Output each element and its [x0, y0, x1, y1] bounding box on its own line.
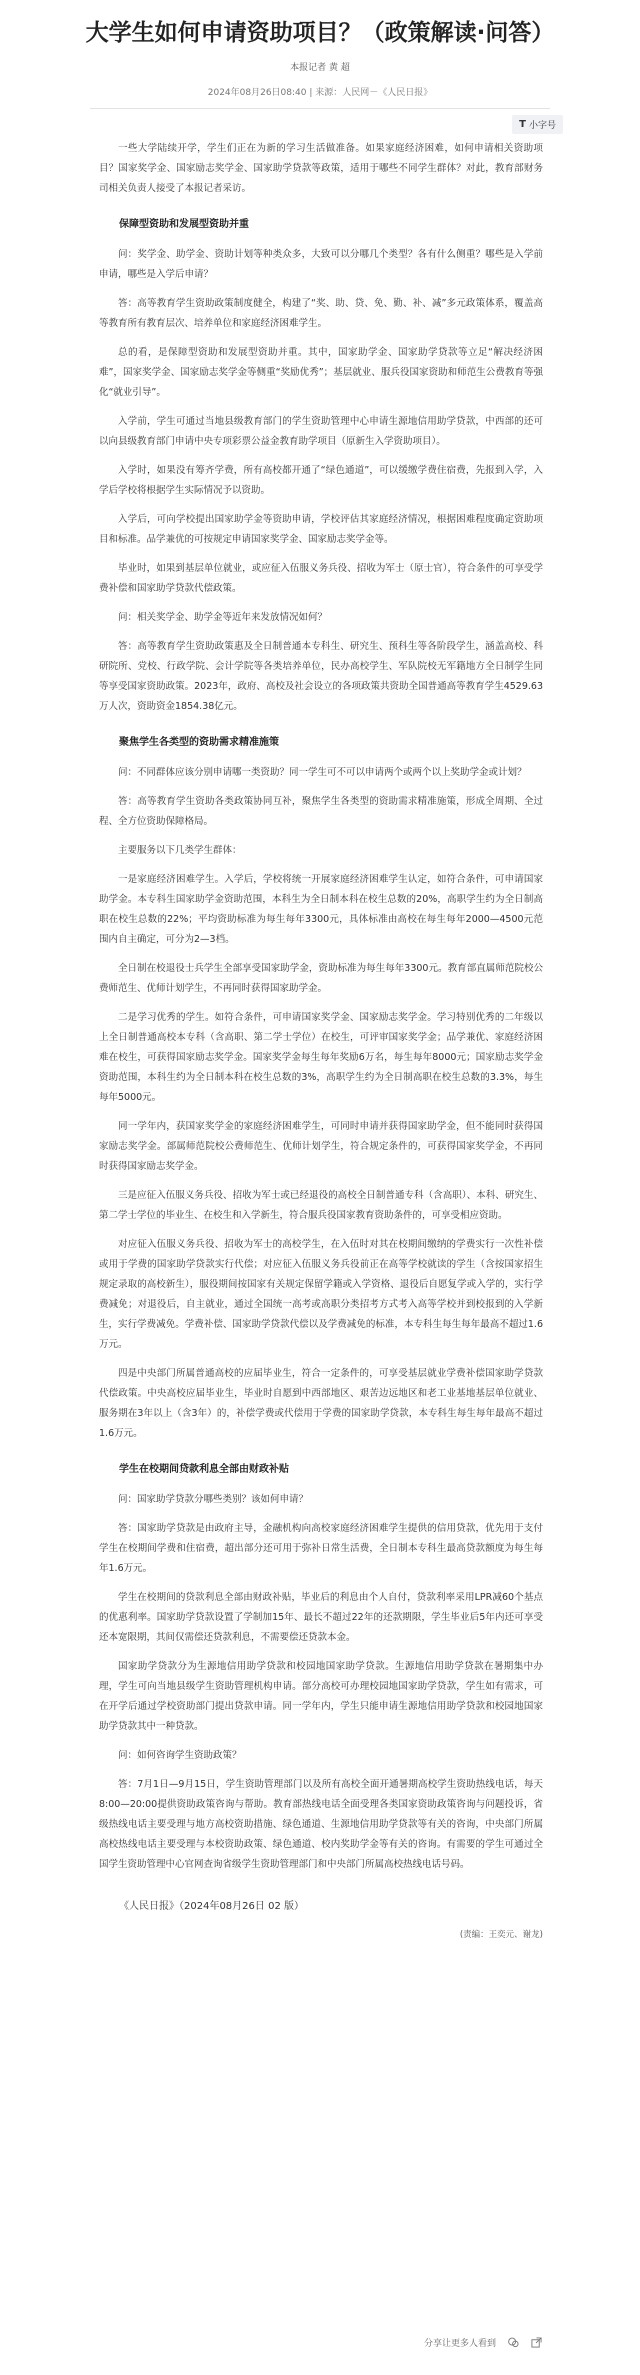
editor-credit: (责编：王奕元、谢龙) — [459, 1930, 543, 1940]
text-size-icon: T — [519, 119, 526, 130]
paragraph: 答：高等教育学生资助政策惠及全日制普通本专科生、研究生、预科生等各阶段学生，涵盖高校、科研院所、党校、行政学院、会计学院等各类培养单位，民办高校学生、军队院校无军籍地方全日制学生同等享受国家资助政策。2023年，政府、高校及社会设立的各项政策共资助全国普通高等教育学生4529.63万人次，资助资金1854.38亿元。 — [99, 641, 543, 712]
paragraph: 三是应征入伍服义务兵役、招收为军士或已经退役的高校全日制普通专科（含高职）、本科、研究生、第二学士学位的毕业生、在校生和入学新生，符合服兵役国家教育资助条件的，可享受相应资助。 — [99, 1190, 543, 1221]
paragraph: 对应征入伍服义务兵役、招收为军士的高校学生，在入伍时对其在校期间缴纳的学费实行一次性补偿或用于学费的国家助学贷款实行代偿；对应征入伍服义务兵役前正在高等学校就读的学生（含按国家招生规定录取的高校新生），服役期间按国家有关规定保留学籍或入学资格、退役后自愿复学或入学的，实行学费减免；对退役后，自主就业，通过全国统一高考或高职分类招考方式考入高等学校并到校报到的入学新生，实行学费减免。学费补偿、国家助学贷款代偿以及学费减免的标准，本专科生每生每年最高不超过1.6万元。 — [99, 1239, 543, 1350]
paragraph: 毕业时，如果到基层单位就业，或应征入伍服义务兵役、招收为军士（原士官），符合条件的可享受学费补偿和国家助学贷款代偿政策。 — [99, 563, 543, 594]
paragraph: 问：如何咨询学生资助政策？ — [118, 1750, 242, 1761]
paragraph: 同一学年内，获国家奖学金的家庭经济困难学生，可同时申请并获得国家助学金，但不能同时获得国家励志奖学金。部属师范院校公费师范生、优师计划学生，符合规定条件的，可获得国家奖学金，不再同时获得国家励志奖学金。 — [99, 1121, 543, 1172]
share-bar — [424, 2336, 542, 2349]
paragraph: 一是家庭经济困难学生。入学后，学校将统一开展家庭经济困难学生认定，如符合条件，可申请国家助学金。本专科生国家助学金资助范围，本科生为全日制本科在校生总数的20%，高职学生约为全日制高职在校生总数的22%；平均资助标准为每生每年3300元，具体标准由高校在每生每年2000—4500元范围内自主确定，可分为2—3档。 — [99, 874, 543, 945]
paragraph: 入学后，可向学校提出国家助学金等资助申请，学校评估其家庭经济情况，根据困难程度确定资助项目和标准。品学兼优的可按规定申请国家奖学金、国家励志奖学金等。 — [99, 514, 543, 545]
paragraph: 答：7月1日—9月15日，学生资助管理部门以及所有高校全面开通暑期高校学生资助热线电话，每天8:00—20:00提供资助政策咨询与帮助。教育部热线电话全面受理各类国家资助政策咨询与问题投诉，省级热线电话主要受理与地方高校资助措施、绿色通道、生源地信用助学贷款等有关的咨询，中央部门所属高校热线电话主要受理与本校资助政策、绿色通道、校内奖助学金等有关的咨询。有需要的学生可通过全国学生资助管理中心官网查询省级学生资助管理部门和中央部门所属高校热线电话号码。 — [99, 1779, 543, 1870]
paragraph: 问：国家助学贷款分哪些类别？该如何申请？ — [118, 1494, 309, 1505]
paragraph: 入学前，学生可通过当地县级教育部门的学生资助管理中心申请生源地信用助学贷款，中西部的还可以向县级教育部门申请中央专项彩票公益金教育助学项目（原新生入学资助项目）。 — [99, 416, 543, 447]
paragraph: 主要服务以下几类学生群体： — [118, 845, 242, 856]
paragraph: 全日制在校退役士兵学生全部享受国家助学金，资助标准为每生每年3300元。教育部直属师范院校公费师范生、优师计划学生，不再同时获得国家助学金。 — [99, 963, 543, 994]
paragraph: 国家助学贷款分为生源地信用助学贷款和校园地国家助学贷款。生源地信用助学贷款在暑期集中办理，学生可向当地县级学生资助管理机构申请。部分高校可办理校园地国家助学贷款，学生如有需求，可在开学后通过学校资助部门提出贷款申请。同一学年内，学生只能申请生源地信用助学贷款和校园地国家助学贷款其中一种贷款。 — [99, 1661, 543, 1732]
paragraph: 入学时，如果没有筹齐学费，所有高校都开通了“绿色通道”，可以缓缴学费住宿费，先报到入学，入学后学校将根据学生实际情况予以资助。 — [99, 465, 543, 496]
article-meta: 2024年08月26日08:40 | 来源：人民网－《人民日报》 — [207, 88, 433, 98]
section-heading: 保障型资助和发展型资助并重 — [119, 219, 249, 230]
article-body — [0, 139, 640, 1875]
paragraph: 四是中央部门所属普通高校的应届毕业生，符合一定条件的，可享受基层就业学费补偿国家助学贷款代偿政策。中央高校应届毕业生，毕业时自愿到中西部地区、艰苦边远地区和老工业基地基层单位就业、服务期在3年以上（含3年）的，补偿学费或代偿用于学费的国家助学贷款，本专科生每生每年最高不超过1.6万元。 — [99, 1368, 543, 1439]
source-note: 《人民日报》（2024年08月26日 02 版） — [119, 1901, 304, 1912]
wechat-icon[interactable] — [508, 2337, 519, 2348]
paragraph: 一些大学陆续开学，学生们正在为新的学习生活做准备。如果家庭经济困难，如何申请相关资助项目？国家奖学金、国家励志奖学金、国家助学贷款等政策，适用于哪些不同学生群体？对此，教育部财务司相关负责人接受了本报记者采访。 — [99, 143, 543, 194]
paragraph: 总的看，是保障型资助和发展型资助并重。其中，国家助学金、国家助学贷款等立足“解决经济困难”，国家奖学金、国家励志奖学金等侧重“奖励优秀”；基层就业、服兵役国家资助和师范生公费教育等强化“就业引导”。 — [99, 347, 543, 398]
share-label: 分享让更多人看到 — [423, 2339, 496, 2349]
font-size-button[interactable] — [512, 115, 563, 134]
article-title: 大学生如何申请资助项目？（政策解读·问答） — [85, 20, 555, 46]
section-heading: 聚焦学生各类型的资助需求精准施策 — [119, 737, 279, 748]
toolbar — [0, 109, 640, 139]
paragraph: 二是学习优秀的学生。如符合条件，可申请国家奖学金、国家励志奖学金。学习特别优秀的二年级以上全日制普通高校本专科（含高职、第二学士学位）在校生，可评审国家奖学金；品学兼优、家庭经济困难在校生，可获得国家励志奖学金。国家奖学金每生每年奖励6万名，每生每年8000元；国家励志奖学金资助范围，本科生约为全日制本科在校生总数的3%，高职学生约为全日制高职在校生总数的3.3%，每生每年5000元。 — [99, 1012, 543, 1103]
article-byline: 本报记者 黄 超 — [290, 63, 350, 73]
paragraph: 问：不同群体应该分别申请哪一类资助？同一学生可不可以申请两个或两个以上奖助学金或计划？ — [118, 767, 527, 778]
paragraph: 学生在校期间的贷款利息全部由财政补贴，毕业后的利息由个人自付，贷款利率采用LPR减60个基点的优惠利率。国家助学贷款设置了学制加15年、最长不超过22年的还款期限，学生毕业后5年内还可享受还本宽限期，其间仅需偿还贷款利息，不需要偿还贷款本金。 — [99, 1592, 543, 1643]
share-icon[interactable] — [531, 2337, 542, 2348]
font-size-label: 小字号 — [528, 121, 556, 131]
paragraph: 答：高等教育学生资助各类政策协同互补，聚焦学生各类型的资助需求精准施策，形成全周期、全过程、全方位资助保障格局。 — [99, 796, 543, 827]
paragraph: 问：相关奖学金、助学金等近年来发放情况如何？ — [118, 612, 328, 623]
paragraph: 答：高等教育学生资助政策制度健全，构建了“奖、助、贷、免、勤、补、减”多元政策体系，覆盖高等教育所有教育层次、培养单位和家庭经济困难学生。 — [99, 298, 543, 329]
paragraph: 问：奖学金、助学金、资助计划等种类众多，大致可以分哪几个类型？各有什么侧重？哪些是入学前申请，哪些是入学后申请？ — [99, 249, 543, 280]
section-heading: 学生在校期间贷款利息全部由财政补贴 — [119, 1464, 289, 1475]
paragraph: 答：国家助学贷款是由政府主导，金融机构向高校家庭经济困难学生提供的信用贷款，优先用于支付学生在校期间学费和住宿费，超出部分还可用于弥补日常生活费，全日制本专科生最高贷款额度为每生每年1.6万元。 — [99, 1523, 543, 1574]
